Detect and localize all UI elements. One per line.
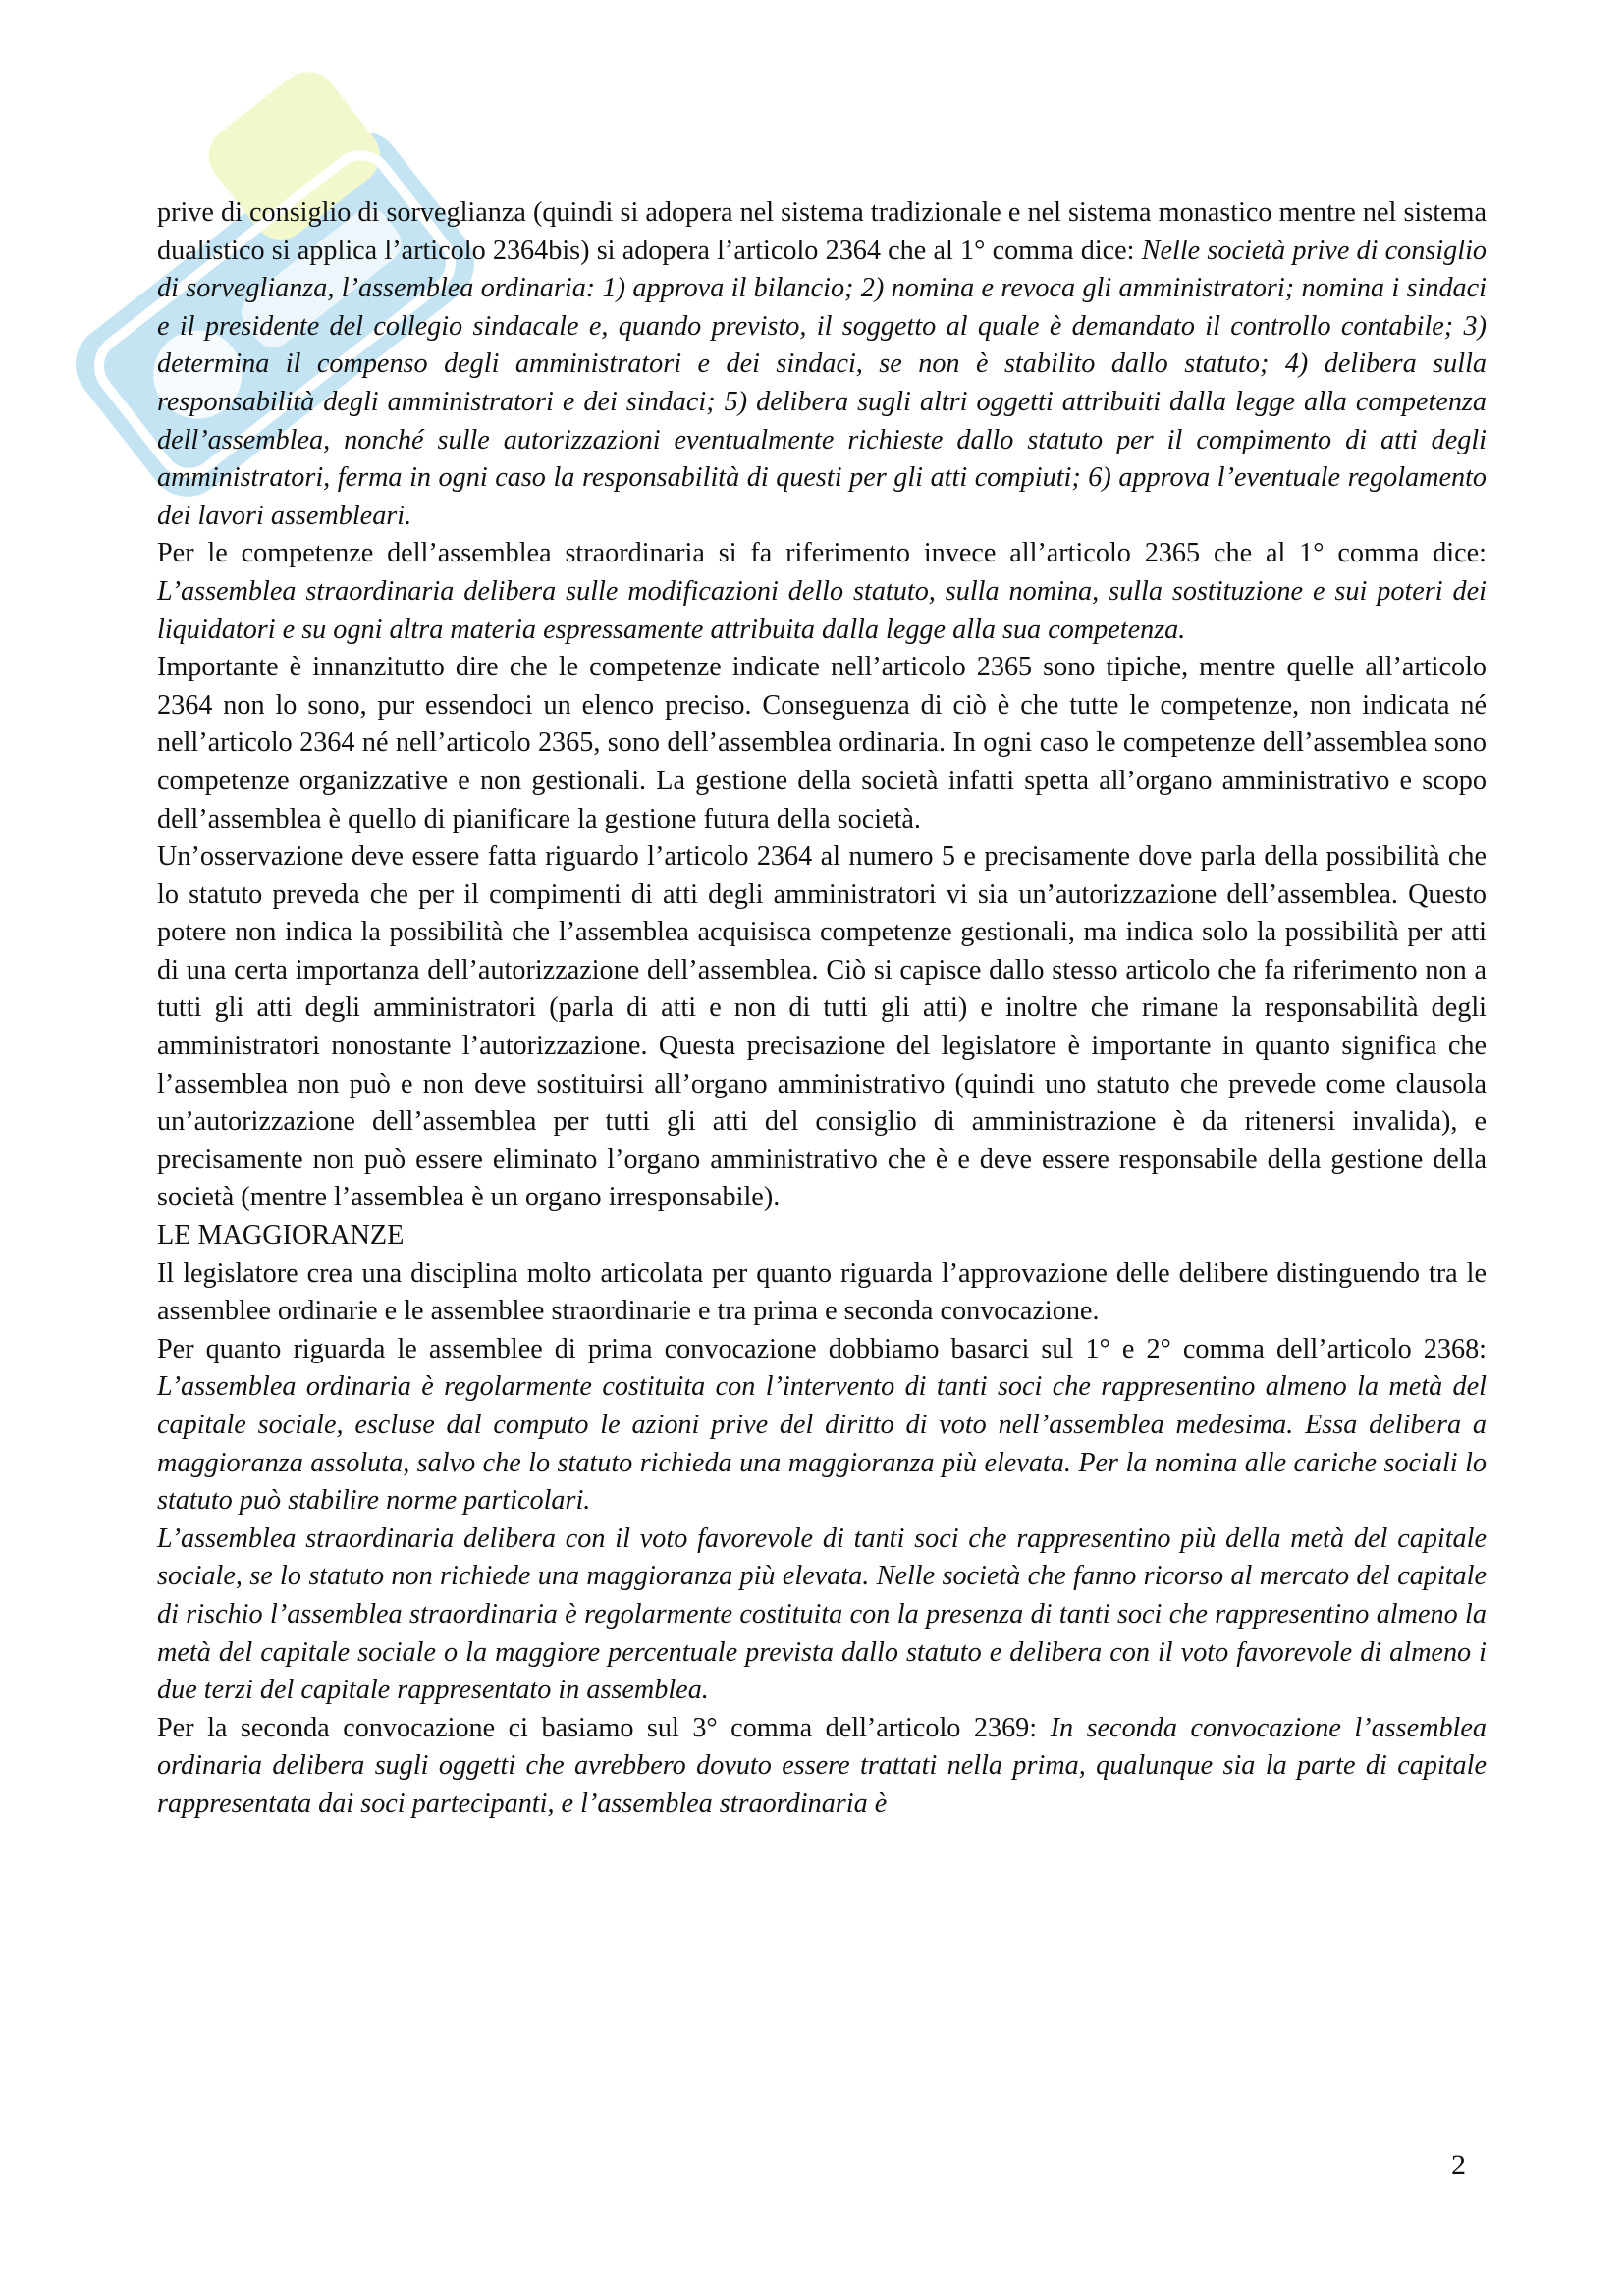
paragraph-6: Per quanto riguarda le assemblee di prima convocazione dobbiamo basarci sul 1° e 2° comma dell’articolo 2368: L’assemblea ordinaria è regolarmente costituita con l’intervento di tanti soci che rappresentino almeno la metà del capitale sociale, escluse dal computo le azioni prive del diritto di voto nell’assemblea medesima. Essa delibera a maggioranza assoluta, salvo che lo statuto richieda una maggioranza più elevata. Per la nomina alle cariche sociali lo statuto può stabilire norme particolari. [157, 1333, 1487, 1517]
paragraph-8: Per la seconda convocazione ci basiamo sul 3° comma dell’articolo 2369: In seconda convocazione l’assemblea ordinaria delibera sugli oggetti che avrebbero dovuto essere trattati nella prima, qualunque sia la parte di capitale rappresentata dai soci partecipanti, e l’assemblea straordinaria è [157, 1712, 1487, 1819]
page-number: 2 [1451, 2149, 1466, 2181]
paragraph-5: Il legislatore crea una disciplina molto articolata per quanto riguarda l’approvazione delle delibere distinguendo tra le assemblee ordinarie e le assemblee straordinarie e tra prima e seconda convocazione. [157, 1257, 1487, 1327]
document-body [157, 194, 1487, 1824]
paragraph-3: Importante è innanzitutto dire che le competenze indicate nell’articolo 2365 sono tipiche, mentre quelle all’articolo 2364 non lo sono, pur essendoci un elenco preciso. Conseguenza di ciò è che tutte le competenze, non indicata né nell’articolo 2364 né nell’articolo 2365, sono dell’assemblea ordinaria. In ogni caso le competenze dell’assemblea sono competenze organizzative e non gestionali. La gestione della società infatti spetta all’organo amministrativo e scopo dell’assemblea è quello di pianificare la gestione futura della società. [157, 652, 1487, 834]
paragraph-4: Un’osservazione deve essere fatta riguardo l’articolo 2364 al numero 5 e precisamente dove parla della possibilità che lo statuto preveda che per il compimenti di atti degli amministratori vi sia un’autorizzazione dell’assemblea. Questo potere non indica la possibilità che l’assemblea acquisisca competenze gestionali, ma indica solo la possibilità per atti di una certa importanza dell’autorizzazione dell’assemblea. Ciò si capisce dallo stesso articolo che fa riferimento non a tutti gli atti degli amministratori (parla di atti e non di tutti gli atti) e inoltre che rimane la responsabilità degli amministratori nonostante l’autorizzazione. Questa precisazione del legislatore è importante in quanto significa che l’assemblea non può e non deve sostituirsi all’organo amministrativo (quindi uno statuto che prevede come clausola un’autorizzazione dell’assemblea per tutti gli atti del consiglio di amministrazione è da ritenersi invalida), e precisamente non può essere eliminato l’organo amministrativo che è e deve essere responsabile della gestione della società (mentre l’assemblea è un organo irresponsabile). [157, 841, 1487, 1213]
paragraph-2: Per le competenze dell’assemblea straordinaria si fa riferimento invece all’articolo 2365 che al 1° comma dice: L’assemblea straordinaria delibera sulle modificazioni dello statuto, sulla nomina, sulla sostituzione e sui poteri dei liquidatori e su ogni altra materia espressamente attribuita dalla legge alla sua competenza. [157, 538, 1487, 645]
paragraph-1: prive di consiglio di sorveglianza (quindi si adopera nel sistema tradizionale e nel sistema monastico mentre nel sistema dualistico si applica l’articolo 2364bis) si adopera l’articolo 2364 che al 1° comma dice: Nelle società prive di consiglio di sorveglianza, l’assemblea ordinaria: 1) approva il bilancio; 2) nomina e revoca gli amministratori; nomina i sindaci e il presidente del collegio sindacale e, quando previsto, il soggetto al quale è demandato il controllo contabile; 3) determina il compenso degli amministratori e dei sindaci, se non è stabilito dallo statuto; 4) delibera sulla responsabilità degli amministratori e dei sindaci; 5) delibera sugli altri oggetti attribuiti dalla legge alla competenza dell’assemblea, nonché sulle autorizzazioni eventualmente richieste dallo statuto per il compimento di atti degli amministratori, ferma in ogni caso la responsabilità di questi per gli atti compiuti; 6) approva l’eventuale regolamento dei lavori assembleari. [157, 197, 1487, 531]
paragraph-7: L’assemblea straordinaria delibera con il voto favorevole di tanti soci che rappresentino più della metà del capitale sociale, se lo statuto non richiede una maggioranza più elevata. Nelle società che fanno ricorso al mercato del capitale di rischio l’assemblea straordinaria è regolarmente costituita con la presenza di tanti soci che rappresentino almeno la metà del capitale sociale o la maggiore percentuale prevista dallo statuto e delibera con il voto favorevole di almeno i due terzi del capitale rappresentato in assemblea. [157, 1522, 1487, 1706]
section-heading: LE MAGGIORANZE [157, 1220, 405, 1252]
